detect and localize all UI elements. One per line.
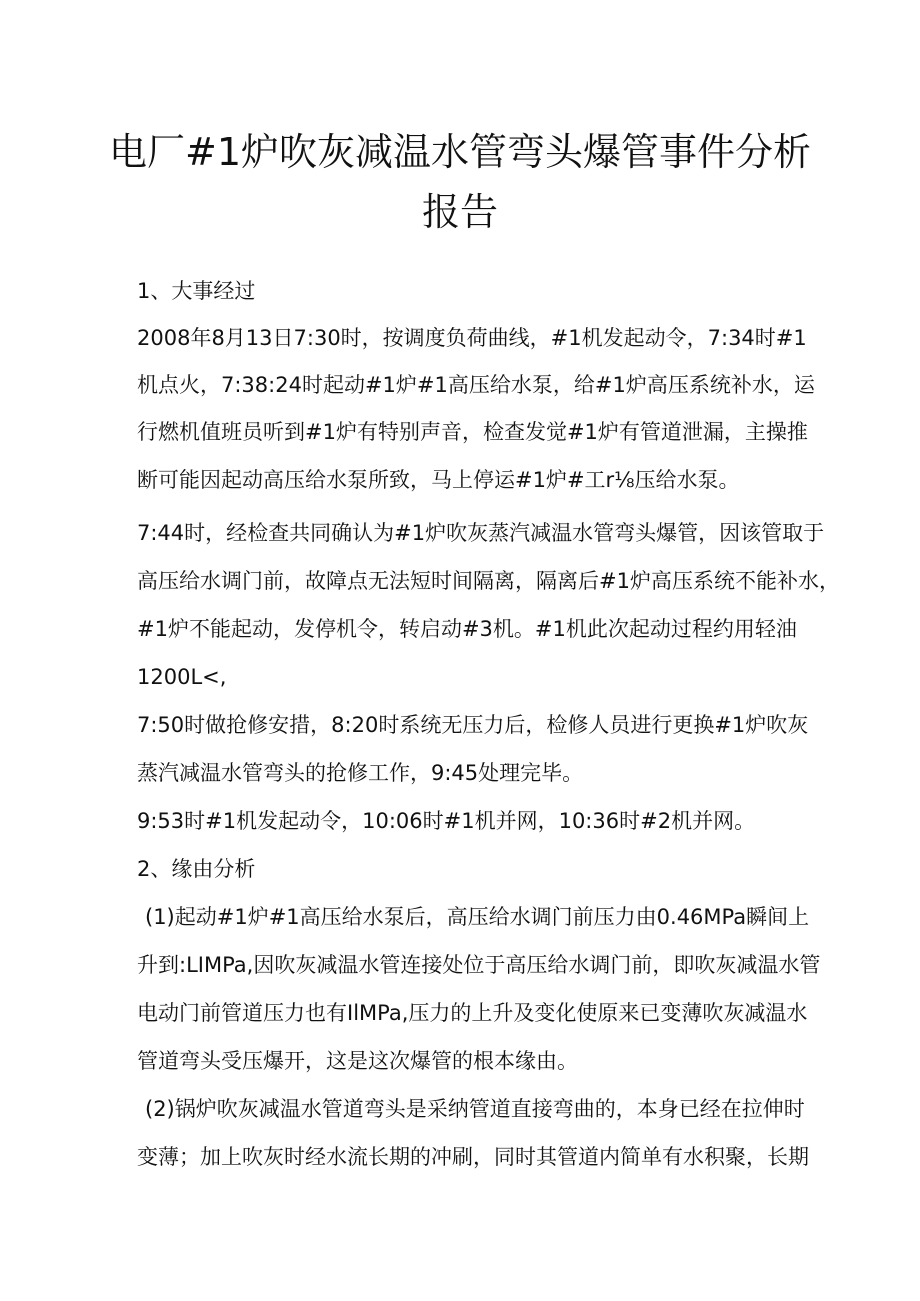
paragraph-line: (1)起动#1炉#1高压给水泵后，高压给水调门前压力由0.46MPa瞬间上: [145, 905, 810, 929]
paragraph-line: 蒸汽减温水管弯头的抢修工作，9:45处理完毕。: [137, 761, 584, 785]
paragraph-line: 9:53时#1机发起动令，10:06时#1机并网，10:36时#2机并网。: [137, 809, 756, 833]
paragraph-line: 高压给水调门前，故障点无法短时间隔离，隔离后#1炉高压系统不能补水，: [137, 569, 840, 593]
paragraph-line: 7:44时，经检查共同确认为#1炉吹灰蒸汽减温水管弯头爆管，因该管取于: [137, 521, 825, 545]
paragraph-line: 变薄；加上吹灰时经水流长期的冲刷，同时其管道内简单有水积聚，长期: [137, 1145, 809, 1169]
paragraph-line: 升到:LIMPa,因吹灰减温水管连接处位于高压给水调门前，即吹灰减温水管: [137, 953, 821, 977]
section-heading-events: 1、大事经过: [137, 279, 256, 303]
paragraph-line: 7:50时做抢修安措，8:20时系统无压力后，检修人员进行更换#1炉吹灰: [137, 713, 809, 737]
page-title-line-2: 报告: [421, 190, 498, 234]
paragraph-line: 1200L<,: [137, 665, 227, 689]
paragraph-line: 电动门前管道压力也有IlMPa,压力的上升及变化使原来已变薄吹灰减温水: [137, 1001, 808, 1025]
section-heading-analysis: 2、缘由分析: [137, 857, 256, 881]
paragraph-line: (2)锅炉吹灰减温水管道弯头是采纳管道直接弯曲的，本身已经在拉伸时: [145, 1097, 805, 1121]
paragraph-line: 管道弯头受压爆开，这是这次爆管的根本缘由。: [137, 1049, 578, 1073]
paragraph-line: 断可能因起动高压给水泵所致，马上停运#1炉#工r⅛压给水泵。: [137, 468, 740, 492]
paragraph-line: 2008年8月13日7:30时，按调度负荷曲线，#1机发起动令，7:34时#1: [137, 326, 807, 350]
paragraph-line: 机点火，7:38:24时起动#1炉#1高压给水泵，给#1炉高压系统补水，运: [137, 373, 815, 397]
page-title-line-1: 电厂#1炉吹灰减温水管弯头爆管事件分析: [108, 130, 812, 174]
paragraph-line: #1炉不能起动，发停机令，转启动#3机。#1机此次起动过程约用轻油: [137, 617, 797, 641]
paragraph-line: 行燃机值班员听到#1炉有特别声音，检查发觉#1炉有管道泄漏，主操推: [137, 420, 808, 444]
